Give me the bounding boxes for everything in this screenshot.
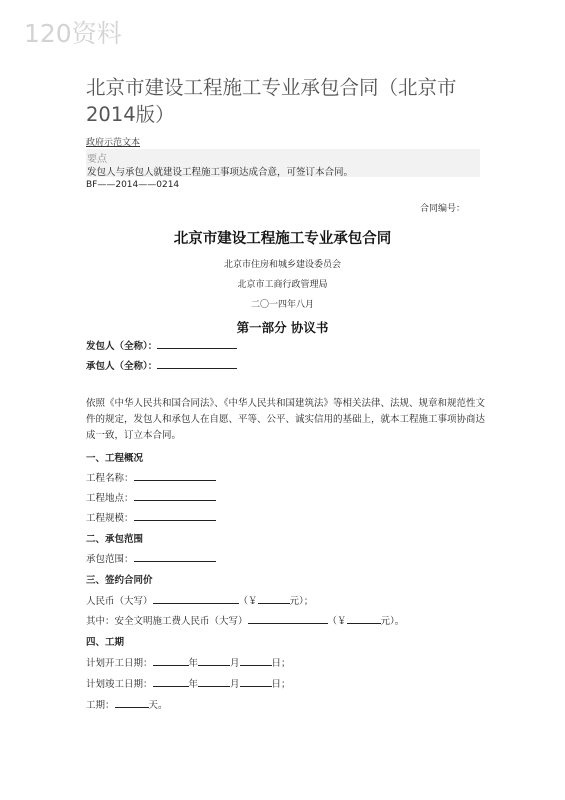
section-4-title: 四、工期	[86, 637, 125, 648]
start-day-blank[interactable]	[240, 655, 272, 666]
project-name-line	[86, 470, 216, 484]
project-scale-line	[86, 510, 216, 524]
employer-blank[interactable]	[157, 338, 237, 349]
safety-fee-yen-label: （￥	[327, 616, 347, 627]
scope-line	[86, 551, 216, 565]
contractor-label: 承包人（全称）：	[86, 361, 158, 372]
project-site-blank[interactable]	[134, 490, 216, 501]
price-yuan-label: 元）；	[289, 596, 314, 607]
finish-day-blank[interactable]	[240, 676, 272, 687]
section-3-title: 三、签约合同价	[86, 575, 153, 586]
project-name-blank[interactable]	[134, 470, 216, 481]
finish-date-line	[86, 676, 291, 690]
price-number-blank[interactable]	[258, 593, 290, 604]
scope-blank[interactable]	[134, 551, 216, 562]
period-line	[86, 697, 168, 711]
safety-fee-line	[86, 613, 404, 627]
price-words-blank[interactable]	[153, 593, 239, 604]
document-type-link[interactable]: 政府示范文本	[86, 138, 141, 148]
section-1-title: 一、工程概况	[86, 453, 144, 464]
summary-label: 要点	[87, 154, 107, 165]
employer-label: 发包人（全称）：	[86, 341, 158, 352]
finish-year-blank[interactable]	[153, 676, 189, 687]
issuer-1: 北京市住房和城乡建设委员会	[223, 260, 341, 270]
price-rmb-label: 人民币（大写）	[86, 596, 153, 607]
safety-fee-label: 其中：安全文明施工费人民币（大写）	[86, 616, 248, 627]
project-site-label: 工程地点：	[86, 493, 134, 504]
watermark-logo: 120资料	[24, 19, 122, 48]
finish-year-unit: 年	[188, 679, 199, 690]
part-one-title: 第一部分 协议书	[236, 320, 329, 335]
start-day-unit: 日；	[271, 658, 291, 669]
start-month-blank[interactable]	[198, 655, 230, 666]
period-blank[interactable]	[115, 697, 149, 708]
contractor-line	[86, 358, 237, 372]
price-yen-label: （￥	[238, 596, 258, 607]
safety-fee-number-blank[interactable]	[347, 613, 381, 624]
document-code: BF——2014——0214	[86, 180, 180, 190]
finish-date-label: 计划竣工日期：	[86, 679, 153, 690]
finish-month-unit: 月	[230, 679, 240, 690]
start-month-unit: 月	[230, 658, 240, 669]
price-line	[86, 593, 313, 607]
start-year-blank[interactable]	[153, 655, 189, 666]
project-site-line	[86, 490, 216, 504]
document-title: 北京市建设工程施工专业承包合同（北京市2014版）	[86, 76, 457, 126]
summary-text: 发包人与承包人就建设工程施工事项达成合意，可签订本合同。	[87, 167, 354, 178]
scope-label: 承包范围：	[86, 554, 134, 565]
contractor-blank[interactable]	[157, 358, 237, 369]
section-2-title: 二、承包范围	[86, 534, 144, 545]
project-scale-label: 工程规模：	[86, 513, 134, 524]
intro-paragraph: 依照《中华人民共和国合同法》、《中华人民共和国建筑法》等相关法律、法规、规章和规范性文件的规定，发包人和承包人在自愿、平等、公平、诚实信用的基础上，就本工程施工事项协商达成一致，订立本合同。	[86, 398, 486, 441]
period-label: 工期：	[86, 700, 115, 711]
safety-fee-words-blank[interactable]	[248, 613, 328, 624]
contract-number-label: 合同编号：	[420, 204, 466, 214]
issue-date: 二〇一四年八月	[250, 300, 314, 310]
project-scale-blank[interactable]	[134, 510, 216, 521]
start-date-line	[86, 655, 291, 669]
employer-line	[86, 338, 237, 352]
contract-title: 北京市建设工程施工专业承包合同	[173, 230, 392, 247]
safety-fee-yuan-label: 元）。	[380, 616, 405, 627]
start-date-label: 计划开工日期：	[86, 658, 153, 669]
start-year-unit: 年	[188, 658, 199, 669]
period-unit: 天。	[148, 700, 168, 711]
finish-month-blank[interactable]	[198, 676, 230, 687]
project-name-label: 工程名称：	[86, 473, 134, 484]
issuer-2: 北京市工商行政管理局	[237, 280, 328, 290]
finish-day-unit: 日；	[271, 679, 291, 690]
